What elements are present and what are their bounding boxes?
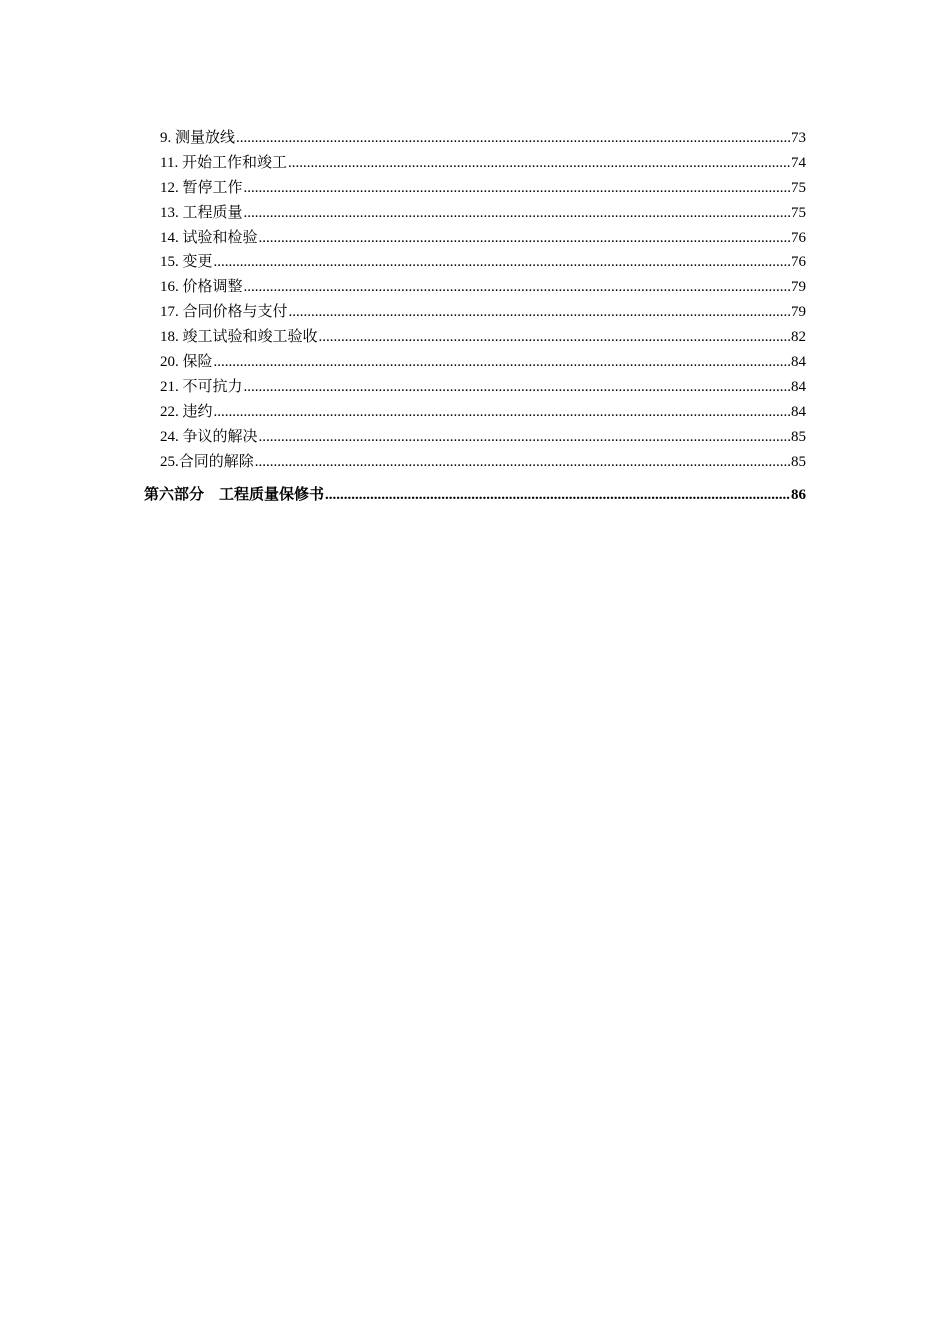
toc-dot-leader xyxy=(255,450,790,475)
toc-entry-title: 12. 暂停工作 xyxy=(160,179,243,196)
toc-dot-leader xyxy=(244,201,790,226)
toc-part-entry[interactable] xyxy=(144,483,806,508)
toc-entry-page: 85 xyxy=(791,428,806,445)
toc-entry[interactable] xyxy=(144,425,806,450)
toc-entry[interactable] xyxy=(144,350,806,375)
toc-entry-page: 74 xyxy=(791,154,806,171)
toc-entry[interactable] xyxy=(144,151,806,176)
toc-dot-leader xyxy=(259,425,790,450)
toc-dot-leader xyxy=(289,300,790,325)
toc-dot-leader xyxy=(214,350,790,375)
toc-entry-page: 84 xyxy=(791,354,806,371)
table-of-contents xyxy=(144,126,806,508)
toc-dot-leader xyxy=(288,151,790,176)
toc-entry-title: 13. 工程质量 xyxy=(160,204,243,221)
toc-entry-title: 21. 不可抗力 xyxy=(160,378,243,395)
toc-dot-leader xyxy=(244,275,790,300)
toc-entry[interactable] xyxy=(144,201,806,226)
toc-entry-title: 18. 竣工试验和竣工验收 xyxy=(160,329,318,346)
toc-dot-leader xyxy=(236,126,790,151)
toc-dot-leader xyxy=(244,375,790,400)
toc-entry[interactable] xyxy=(144,226,806,251)
toc-entry-title: 20. 保险 xyxy=(160,354,213,371)
toc-entry[interactable] xyxy=(144,300,806,325)
toc-dot-leader xyxy=(259,226,790,251)
toc-part-title: 第六部分 工程质量保修书 xyxy=(144,487,325,504)
toc-entry-title: 22. 违约 xyxy=(160,403,213,420)
toc-entry-page: 82 xyxy=(791,329,806,346)
toc-entry-page: 79 xyxy=(791,279,806,296)
toc-entry-title: 24. 争议的解决 xyxy=(160,428,258,445)
toc-dot-leader xyxy=(319,325,790,350)
toc-entry-title: 25.合同的解除 xyxy=(160,453,254,470)
toc-entry-title: 11. 开始工作和竣工 xyxy=(160,154,287,171)
toc-entry-title: 15. 变更 xyxy=(160,254,213,271)
toc-entry-page: 73 xyxy=(791,130,806,146)
toc-entry[interactable] xyxy=(144,325,806,350)
toc-entry[interactable] xyxy=(144,126,806,151)
toc-entry-page: 84 xyxy=(791,403,806,420)
toc-entry[interactable] xyxy=(144,375,806,400)
toc-dot-leader xyxy=(244,176,790,201)
toc-entry[interactable] xyxy=(144,450,806,475)
toc-entry-page: 75 xyxy=(791,204,806,221)
toc-entry-page: 75 xyxy=(791,179,806,196)
toc-entry[interactable] xyxy=(144,250,806,275)
toc-dot-leader xyxy=(214,250,790,275)
toc-entry-title: 9. 测量放线 xyxy=(160,130,236,146)
toc-entry-page: 76 xyxy=(791,254,806,271)
toc-entry-title: 16. 价格调整 xyxy=(160,279,243,296)
toc-dot-leader xyxy=(325,483,790,508)
toc-entry-title: 14. 试验和检验 xyxy=(160,229,258,246)
toc-part-page: 86 xyxy=(791,487,806,504)
toc-entry-page: 85 xyxy=(791,453,806,470)
toc-entry[interactable] xyxy=(144,176,806,201)
toc-entry-page: 84 xyxy=(791,378,806,395)
toc-entry[interactable] xyxy=(144,400,806,425)
toc-entry-page: 79 xyxy=(791,304,806,321)
toc-entry[interactable] xyxy=(144,275,806,300)
toc-dot-leader xyxy=(214,400,790,425)
toc-entry-title: 17. 合同价格与支付 xyxy=(160,304,288,321)
toc-entry-page: 76 xyxy=(791,229,806,246)
